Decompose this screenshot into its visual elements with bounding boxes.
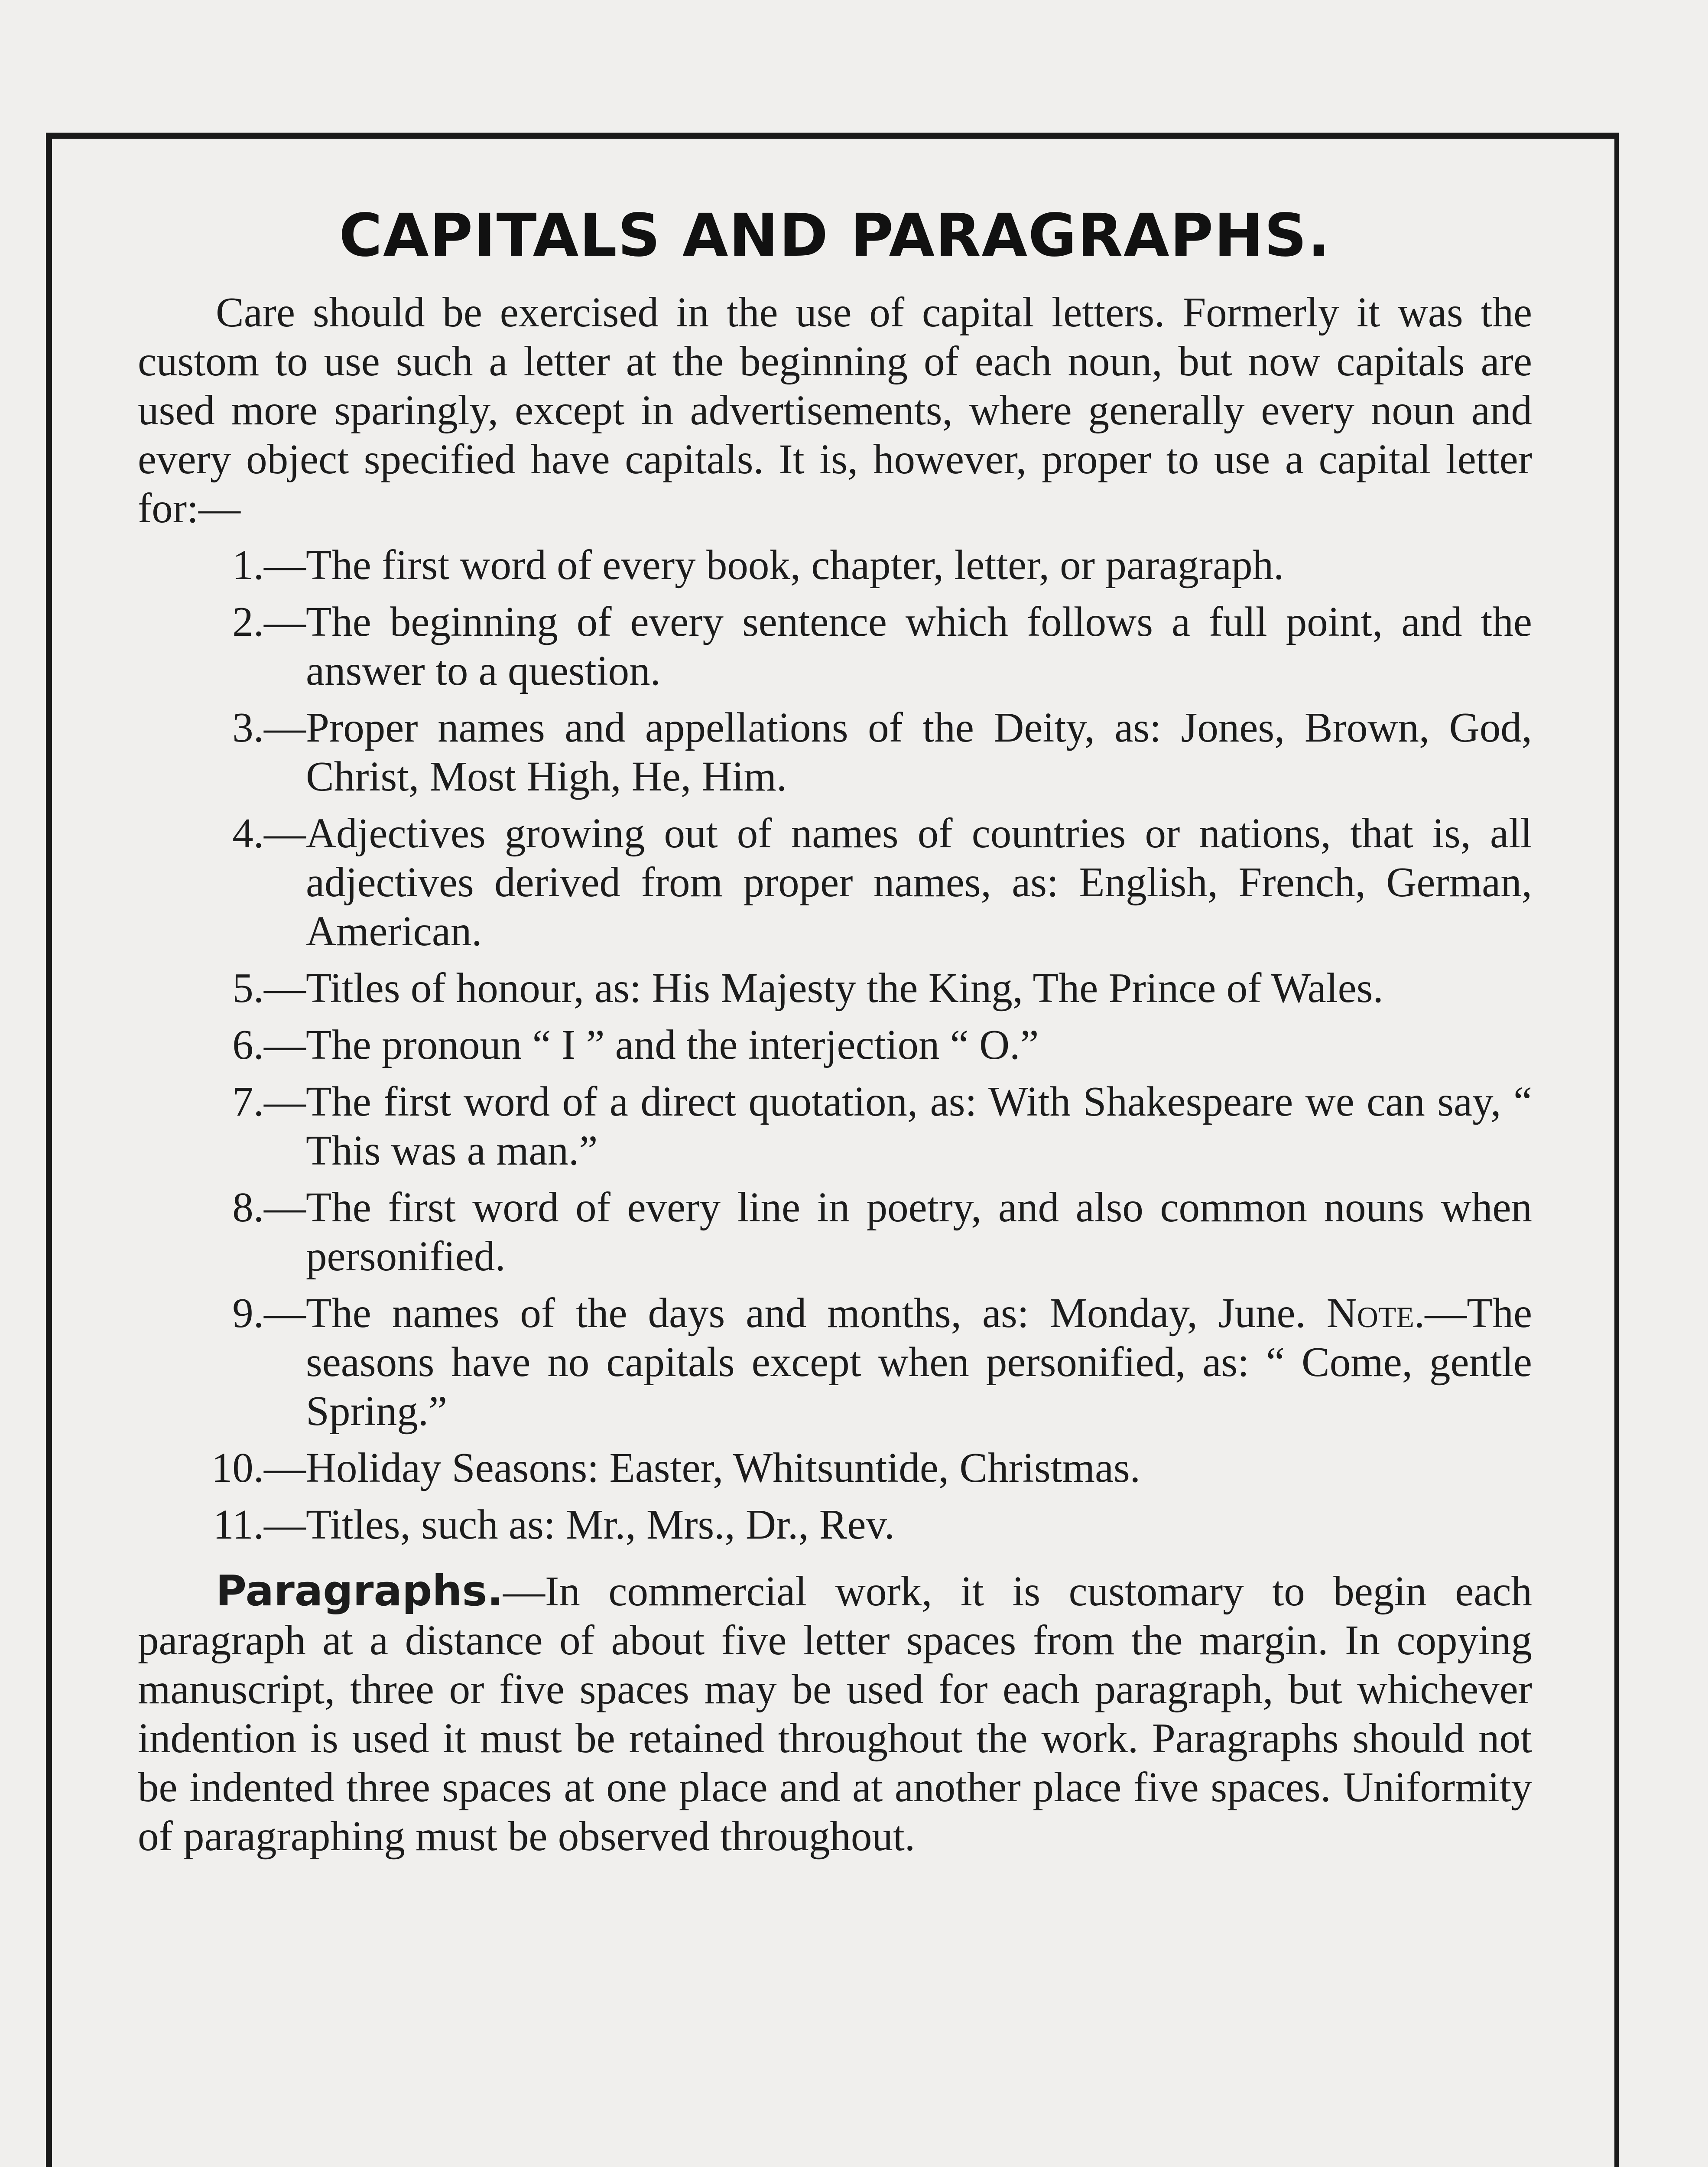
rule-text: The pronoun “ I ” and the interjection “ O.”	[306, 1021, 1039, 1068]
rule-number: 3.—	[232, 704, 306, 751]
rule-number: 7.—	[232, 1078, 306, 1125]
rule-number: 2.—	[232, 598, 306, 645]
capital-rules-list	[138, 540, 1532, 1549]
rule-number: 4.—	[232, 810, 306, 856]
rule-number: 10.—	[211, 1444, 306, 1491]
rule-text: The beginning of every sentence which follows a full point, and the answer to a question.	[306, 598, 1532, 694]
rule-text: Titles of honour, as: His Majesty the King, The Prince of Wales.	[306, 964, 1383, 1011]
rule-number: 8.—	[232, 1184, 306, 1230]
list-item	[138, 540, 1532, 589]
rule-number: 9.—	[232, 1289, 306, 1336]
list-item	[138, 809, 1532, 956]
rule-text	[306, 1288, 1532, 1435]
rule-text-after-note: —The seasons have no capitals except when personified, as: “ Come, gentle Spring.”	[306, 1289, 1532, 1434]
rule-number: 5.—	[232, 964, 306, 1011]
rule-text: The first word of every line in poetry, and also common nouns when personified.	[306, 1184, 1532, 1279]
list-item	[138, 1020, 1532, 1069]
rule-text: Titles, such as: Mr., Mrs., Dr., Rev.	[306, 1501, 895, 1548]
rule-number: 6.—	[232, 1021, 306, 1068]
list-item	[138, 1183, 1532, 1281]
intro-paragraph	[138, 288, 1532, 533]
list-item	[138, 1500, 1532, 1549]
page-content	[138, 204, 1532, 1861]
page-title: CAPITALS AND PARAGRAPHS.	[339, 202, 1331, 270]
paragraphs-heading: Paragraphs.	[216, 1566, 503, 1615]
rule-text: The first word of a direct quotation, as: With Shakespeare we can say, “ This was a man.”	[306, 1078, 1532, 1174]
intro-text: Care should be exercised in the use of capital letters. Formerly it was the custom to use such a letter at the beginning of each noun, but now capitals are used more sparingly, except in advertisements, where generally every noun and every object specified have capitals. It is, however, proper to use a capital letter for:—	[138, 289, 1532, 531]
list-item	[138, 1077, 1532, 1175]
rule-number: 1.—	[232, 541, 306, 588]
rule-text: Proper names and appellations of the Deity, as: Jones, Brown, God, Christ, Most High, He, Him.	[306, 704, 1532, 800]
paragraphs-section	[138, 1566, 1532, 1861]
list-item	[138, 963, 1532, 1012]
paragraphs-text: —In commercial work, it is customary to begin each paragraph at a distance of about five letter spaces from the margin. In copying manuscript, three or five spaces may be used for each paragraph, but whichever indention is used it must be retained throughout the work. Paragraphs should not be indented three spaces at one place and at another place five spaces. Uniformity of paragraphing must be observed throughout.	[138, 1568, 1532, 1859]
list-item	[138, 597, 1532, 695]
rule-text-before-note: The names of the days and months, as: Monday, June.	[306, 1289, 1327, 1336]
list-item	[138, 1288, 1532, 1435]
note-label: Note.	[1326, 1289, 1425, 1336]
rule-text: Holiday Seasons: Easter, Whitsuntide, Christmas.	[306, 1444, 1141, 1491]
list-item	[138, 1443, 1532, 1492]
rule-text: The first word of every book, chapter, letter, or paragraph.	[306, 541, 1284, 588]
list-item	[138, 703, 1532, 801]
rule-number: 11.—	[213, 1501, 306, 1548]
rule-text: Adjectives growing out of names of countries or nations, that is, all adjectives derived from proper names, as: English, French, German, American.	[306, 810, 1532, 954]
